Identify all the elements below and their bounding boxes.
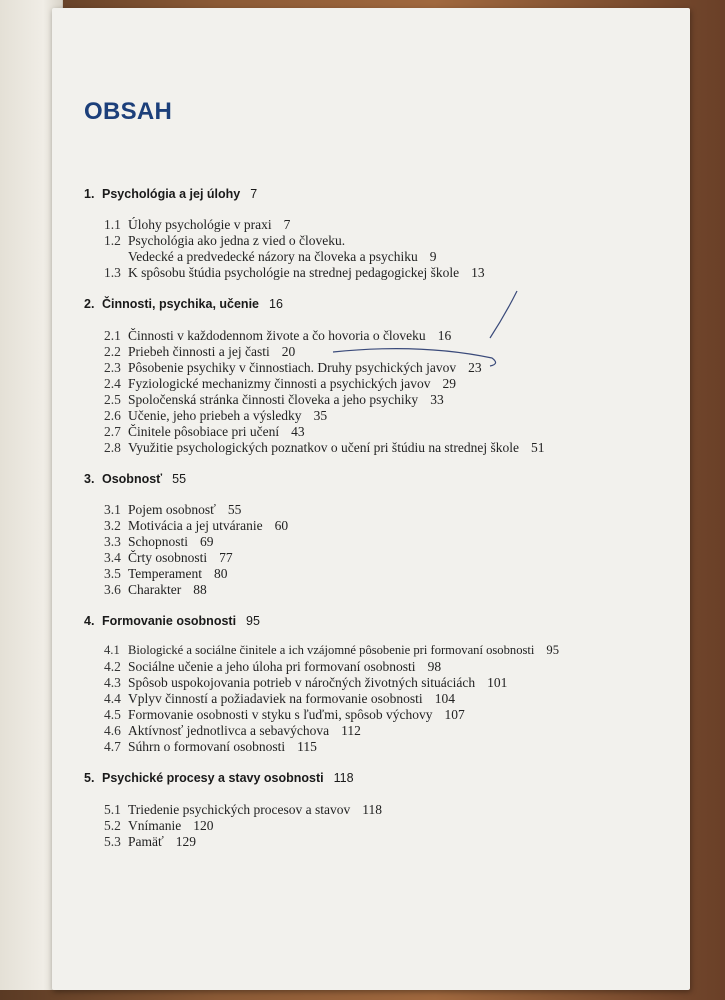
chapter-heading: 4. Formovanie osobnosti 95: [84, 614, 260, 628]
toc-entry: 3.4 Črty osobnosti 77: [104, 550, 233, 565]
toc-entry: 2.7 Činitele pôsobiace pri učení 43: [104, 424, 305, 439]
toc-entry: 2.3 Pôsobenie psychiky v činnostiach. Druhy psychických javov 23: [104, 360, 482, 375]
toc-entry: 3.2 Motivácia a jej utváranie 60: [104, 518, 289, 533]
toc-entry: 4.4 Vplyv činností a požiadaviek na formovanie osobnosti 104: [104, 691, 455, 706]
toc-entry: 5.2 Vnímanie 120: [104, 818, 214, 833]
toc-entry: 4.7 Súhrn o formovaní osobnosti 115: [104, 739, 317, 754]
page-title: OBSAH: [84, 98, 173, 125]
toc-entry: 4.6 Aktívnosť jednotlivca a sebavýchova 112: [104, 723, 361, 738]
toc-entry: 2.1 Činnosti v každodennom živote a čo hovoria o človeku 16: [104, 328, 452, 343]
toc-entry: 5.1 Triedenie psychických procesov a stavov 118: [104, 802, 382, 817]
toc-entry: 3.5 Temperament 80: [104, 566, 228, 581]
toc-entry: 2.5 Spoločenská stránka činnosti človeka a jeho psychiky 33: [104, 392, 444, 407]
toc-entry: 4.3 Spôsob uspokojovania potrieb v náročných životných situáciách 101: [104, 675, 508, 690]
chapter-heading: 1. Psychológia a jej úlohy 7: [84, 187, 258, 201]
chapter-heading: 3. Osobnosť 55: [84, 472, 187, 486]
toc-entry: 4.1 Biologické a sociálne činitele a ich vzájomné pôsobenie pri formovaní osobnosti 95: [104, 643, 559, 657]
toc-entry: 1.1 Úlohy psychológie v praxi 7: [104, 217, 291, 232]
toc-entry: 3.3 Schopnosti 69: [104, 534, 214, 549]
toc-entry: 4.2 Sociálne učenie a jeho úloha pri formovaní osobnosti 98: [104, 659, 442, 674]
toc-entry: 2.4 Fyziologické mechanizmy činnosti a psychických javov 29: [104, 376, 457, 391]
toc-entry: 3.1 Pojem osobnosť 55: [104, 502, 242, 517]
toc-entry: 1.2 Psychológia ako jedna z vied o človeku. Vedecké a predvedecké názory na človeka a psychiku 9: [104, 233, 437, 264]
toc-entry: 1.3 K spôsobu štúdia psychológie na strednej pedagogickej škole 13: [104, 265, 485, 280]
chapter-heading: 2. Činnosti, psychika, učenie 16: [84, 297, 283, 311]
chapter-heading: 5. Psychické procesy a stavy osobnosti 118: [84, 771, 354, 785]
toc-entry: 2.6 Učenie, jeho priebeh a výsledky 35: [104, 408, 328, 423]
toc-entry: 2.8 Využitie psychologických poznatkov o učení pri štúdiu na strednej škole 51: [104, 440, 545, 455]
toc-entry: 3.6 Charakter 88: [104, 582, 207, 597]
toc-entry: 5.3 Pamäť 129: [104, 834, 197, 849]
toc-entry: 2.2 Priebeh činnosti a jej časti 20: [104, 344, 296, 359]
toc-entry: 4.5 Formovanie osobnosti v styku s ľuďmi, spôsob výchovy 107: [104, 707, 465, 722]
